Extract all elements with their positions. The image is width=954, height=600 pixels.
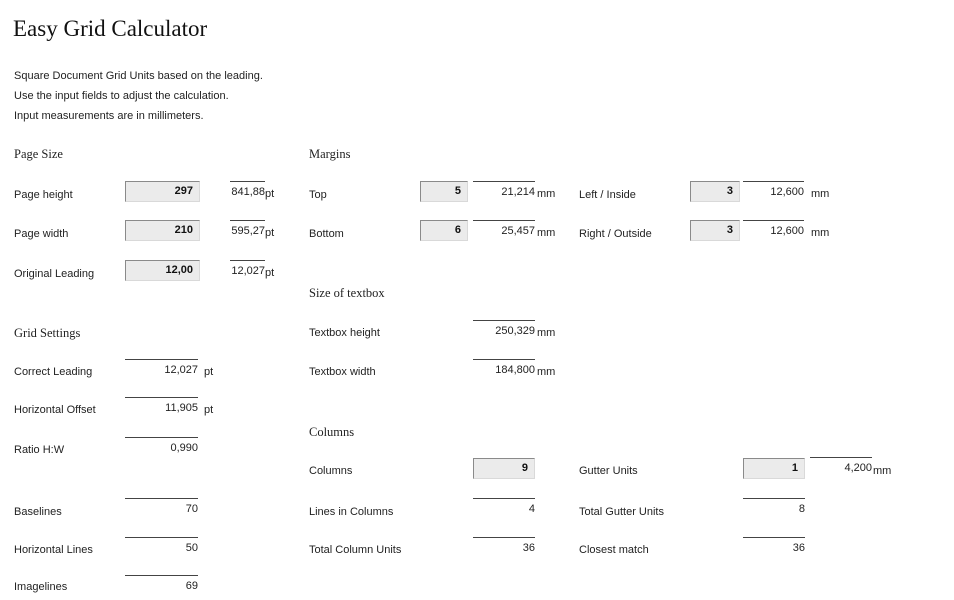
- intro-line-3: Input measurements are in millimeters.: [14, 110, 204, 122]
- original-leading-output: 12,027: [230, 260, 265, 281]
- gutter-units-input[interactable]: 1: [743, 458, 805, 479]
- page-width-unit: pt: [265, 227, 275, 239]
- margin-right-unit: mm: [811, 227, 830, 239]
- imagelines-output: 69: [125, 575, 198, 595]
- original-leading-input[interactable]: 12,00: [125, 260, 200, 281]
- horizontal-offset-unit: pt: [204, 404, 214, 416]
- page-height-label: Page height: [14, 189, 73, 201]
- original-leading-unit: pt: [265, 267, 275, 279]
- closest-match-label: Closest match: [579, 544, 649, 556]
- margin-bottom-label: Bottom: [309, 228, 344, 240]
- closest-match-output: 36: [743, 537, 805, 557]
- page-height-output: 841,88: [230, 181, 265, 202]
- correct-leading-output: 12,027: [125, 359, 198, 379]
- page-width-label: Page width: [14, 228, 69, 240]
- page-title: Easy Grid Calculator: [13, 16, 208, 41]
- margin-bottom-output: 25,457: [473, 220, 535, 241]
- margin-left-label: Left / Inside: [579, 189, 636, 201]
- gutter-units-unit: mm: [873, 465, 892, 477]
- textbox-width-output: 184,800: [473, 359, 535, 379]
- columns-heading: Columns: [309, 425, 355, 439]
- page-width-input[interactable]: 210: [125, 220, 200, 241]
- intro-line-1: Square Document Grid Units based on the leading.: [14, 70, 263, 82]
- margin-top-label: Top: [309, 189, 327, 201]
- margin-right-label: Right / Outside: [579, 228, 652, 240]
- page-width-output: 595,27: [230, 220, 265, 241]
- horizontal-lines-output: 50: [125, 537, 198, 557]
- horizontal-lines-label: Horizontal Lines: [14, 544, 93, 556]
- margin-right-output: 12,600: [743, 220, 804, 241]
- gutter-units-label: Gutter Units: [579, 465, 638, 477]
- margin-left-unit: mm: [811, 188, 830, 200]
- margin-right-input[interactable]: 3: [690, 220, 740, 241]
- textbox-height-output: 250,329: [473, 320, 535, 340]
- textbox-width-label: Textbox width: [309, 366, 376, 378]
- page-height-unit: pt: [265, 188, 275, 200]
- textbox-height-unit: mm: [537, 327, 556, 339]
- ratio-output: 0,990: [125, 437, 198, 457]
- textbox-height-label: Textbox height: [309, 327, 380, 339]
- baselines-output: 70: [125, 498, 198, 518]
- total-gutter-units-label: Total Gutter Units: [579, 506, 664, 518]
- columns-label: Columns: [309, 465, 353, 477]
- intro-line-2: Use the input fields to adjust the calculation.: [14, 90, 229, 102]
- margin-bottom-unit: mm: [537, 227, 556, 239]
- margin-left-input[interactable]: 3: [690, 181, 740, 202]
- columns-input[interactable]: 9: [473, 458, 535, 479]
- lines-in-columns-label: Lines in Columns: [309, 506, 394, 518]
- correct-leading-unit: pt: [204, 366, 214, 378]
- grid-settings-heading: Grid Settings: [14, 326, 81, 340]
- margin-bottom-input[interactable]: 6: [420, 220, 468, 241]
- ratio-label: Ratio H:W: [14, 444, 65, 456]
- imagelines-label: Imagelines: [14, 581, 68, 593]
- total-gutter-units-output: 8: [743, 498, 805, 518]
- page-size-heading: Page Size: [14, 147, 63, 161]
- total-column-units-output: 36: [473, 537, 535, 557]
- horizontal-offset-output: 11,905: [125, 397, 198, 417]
- textbox-heading: Size of textbox: [309, 286, 385, 300]
- horizontal-offset-label: Horizontal Offset: [14, 404, 96, 416]
- total-column-units-label: Total Column Units: [309, 544, 402, 556]
- margins-heading: Margins: [309, 147, 351, 161]
- margin-top-input[interactable]: 5: [420, 181, 468, 202]
- margin-left-output: 12,600: [743, 181, 804, 202]
- original-leading-label: Original Leading: [14, 268, 95, 280]
- lines-in-columns-output: 4: [473, 498, 535, 518]
- gutter-units-output: 4,200: [810, 457, 872, 477]
- page-height-input[interactable]: 297: [125, 181, 200, 202]
- margin-top-unit: mm: [537, 188, 556, 200]
- correct-leading-label: Correct Leading: [14, 366, 93, 378]
- baselines-label: Baselines: [14, 506, 62, 518]
- margin-top-output: 21,214: [473, 181, 535, 202]
- textbox-width-unit: mm: [537, 366, 556, 378]
